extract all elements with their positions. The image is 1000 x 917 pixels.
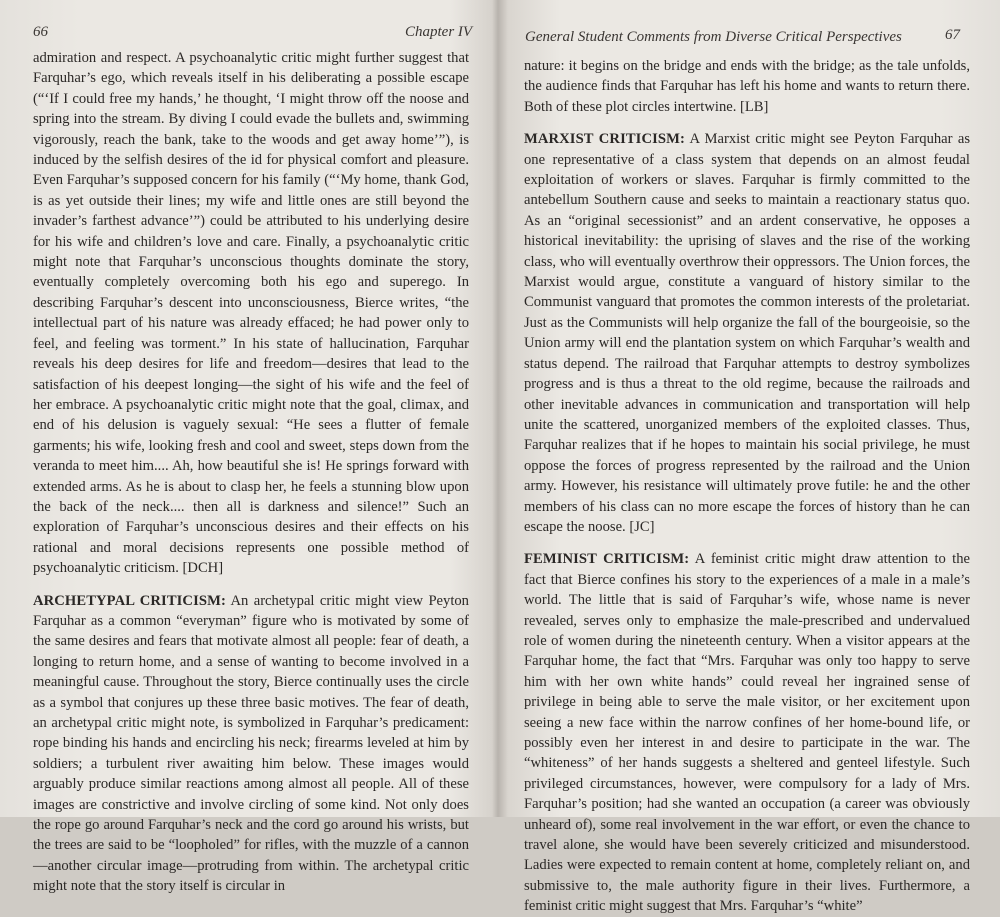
marxist-heading: MARXIST CRITICISM: [524, 131, 685, 148]
right-page [505, 0, 1000, 915]
right-body [524, 56, 970, 917]
left-page [0, 0, 495, 895]
paragraph-feminist-criticism: FEMINIST CRITICISM: A feminist critic might draw attention to the fact that Bierce confines his story to the experiences of a male in a male’s world. The little that is said of Farquhar’s wife, whose name is never revealed, serves only to emphasize the male-prescribed and undervalued role of women during the nineteenth century. When a visitor appears at the Farquhar home, the fact that “Mrs. Farquhar was only too happy to serve him with her own white hands” could reveal her ingrained sense of privilege in being able to serve the male visitor, or her excitement upon seeing a new face within the narrow confines of her home-bound life, or possibly even her interest in and desire to participate in the war. The “whiteness” of her hands suggests a sheltered and genteel lifestyle. Such privileged circumstances, however, were compulsory for a lady of Mrs. Farquhar’s position; had she wanted an occupation (a career was obviously unheard of), some real involvement in the war effort, or even the chance to travel alone, she would have been severely criticized and misunderstood. Ladies were expected to remain content at home, completely reliant on, and submissive to, the male authority figure in their lives. Furthermore, a feminist critic might suggest that Mrs. Farquhar’s “white” [524, 551, 970, 915]
paragraph-archetypal-continued: nature: it begins on the bridge and ends with the bridge; as the tale unfolds, the audience finds that Farquhar has left his home and wants to return there. Both of these plot circles intertwine. [LB] [524, 58, 970, 115]
paragraph-marxist-criticism: MARXIST CRITICISM: A Marxist critic might see Peyton Farquhar as one representative of a class system that depends on an almost feudal exploitation of workers or slaves. Farquhar is firmly committed to the antebellum Southern cause and seeks to maintain a reactionary status quo. As an “original secessionist” and an ardent conservative, he opposes a historical inevitability: the uprising of slaves and the rise of the working class, who will eventually overthrow their oppressors. The Union forces, the Marxist would argue, constitute a vanguard of history similar to the Communist vanguard that promotes the common interests of the proletariat. Just as the Communists will help organize the fall of the bourgeoisie, so the Union army will end the plantation system on which Farquhar’s wealth and status depend. The railroad that Farquhar attempts to destroy symbolizes progress and is thus a threat to the old regime, because the railroads and other inevitable advances in communication and transportation will help unite the scattered, unorganized members of the exploited classes. Thus, Farquhar realizes that if he hopes to maintain his social privilege, he must oppose the forces of progress represented by the railroad and the Union army. However, his resistance will ultimately prove futile: he and the other members of his class can no more escape the forces of history than he can escape the noose. [JC] [524, 131, 970, 535]
left-body [33, 48, 469, 897]
paragraph-psychoanalytic-continued: admiration and respect. A psychoanalytic critic might further suggest that Farquhar’s ego, which reveals itself in his deliberating a possible escape (“‘If I could free my hands,’ he thought, ‘I might throw off the noose and spring into the stream. By diving I could evade the bullets and, swimming vigorously, reach the bank, take to the woods and get away home’”), is induced by the selfish desires of the id for physical comfort and pleasure. Even Farquhar’s supposed concern for his family (“‘My home, thank God, is as yet outside their lines; my wife and little ones are still beyond the invader’s farthest advance’”) could be attributed to his underlying desire for his wife and children’s love and care. Finally, a psychoanalytic critic might note that Farquhar’s unconscious thoughts dominate the story, eventually completely overcoming both his ego and superego. In describing Farquhar’s descent into unconsciousness, Bierce writes, “the intellectual part of his nature was already effaced; he had power only to feel, and feeling was torment.” In his state of hallucination, Farquhar reveals his deep desires for life and freedom—desires that lead to the satisfaction of his deepest longing—the sight of his wife and the feel of her embrace. A psychoanalytic critic might note that the goal, climax, and end of his delusion is vaguely sexual: “He sees a flutter of female garments; his wife, looking fresh and cool and sweet, steps down from the veranda to meet him.... Ah, how beautiful she is! He springs forward with extended arms. As he is about to clasp her, he feels a stunning blow upon the back of the neck.... then all is darkness and silence!” Such an exploration of Farquhar’s unconscious desires and their effects on his rational and moral decisions represents one possible method of psychoanalytic criticism. [DCH] [33, 50, 469, 577]
archetypal-heading: ARCHETYPAL CRITICISM: [33, 592, 226, 609]
feminist-heading: FEMINIST CRITICISM: [524, 551, 690, 568]
right-page-number: 67 [945, 27, 960, 43]
left-running-head: Chapter IV [405, 24, 473, 40]
right-running-head: General Student Comments from Diverse Critical Perspectives [525, 29, 902, 45]
left-page-number: 66 [33, 24, 48, 40]
paragraph-archetypal-criticism: ARCHETYPAL CRITICISM: An archetypal critic might view Peyton Farquhar as a common “everyman” figure who is motivated by some of the same desires and fears that motivate almost all people: fear of death, a longing to return home, and a sense of wanting to become involved in a meaningful cause. Throughout the story, Bierce continually uses the circle as a symbol that conjures up these three basic motives. The fear of death, an archetypal critic might note, is symbolized in Farquhar’s predicament: rope binding his hands and encircling his neck; firearms leveled at him by soldiers; a turbulent river awaiting him below. These images would arguably produce similar reactions among almost all people. All of these images are constrictive and involve circling of some kind. Not only does the rope go around Farquhar’s neck and the cord go around his wrists, but the trees are said to be “loopholed” for rifles, with the muzzle of a cannon—another circular image—protruding from within. The archetypal critic might note that the story itself is circular in [33, 592, 469, 895]
